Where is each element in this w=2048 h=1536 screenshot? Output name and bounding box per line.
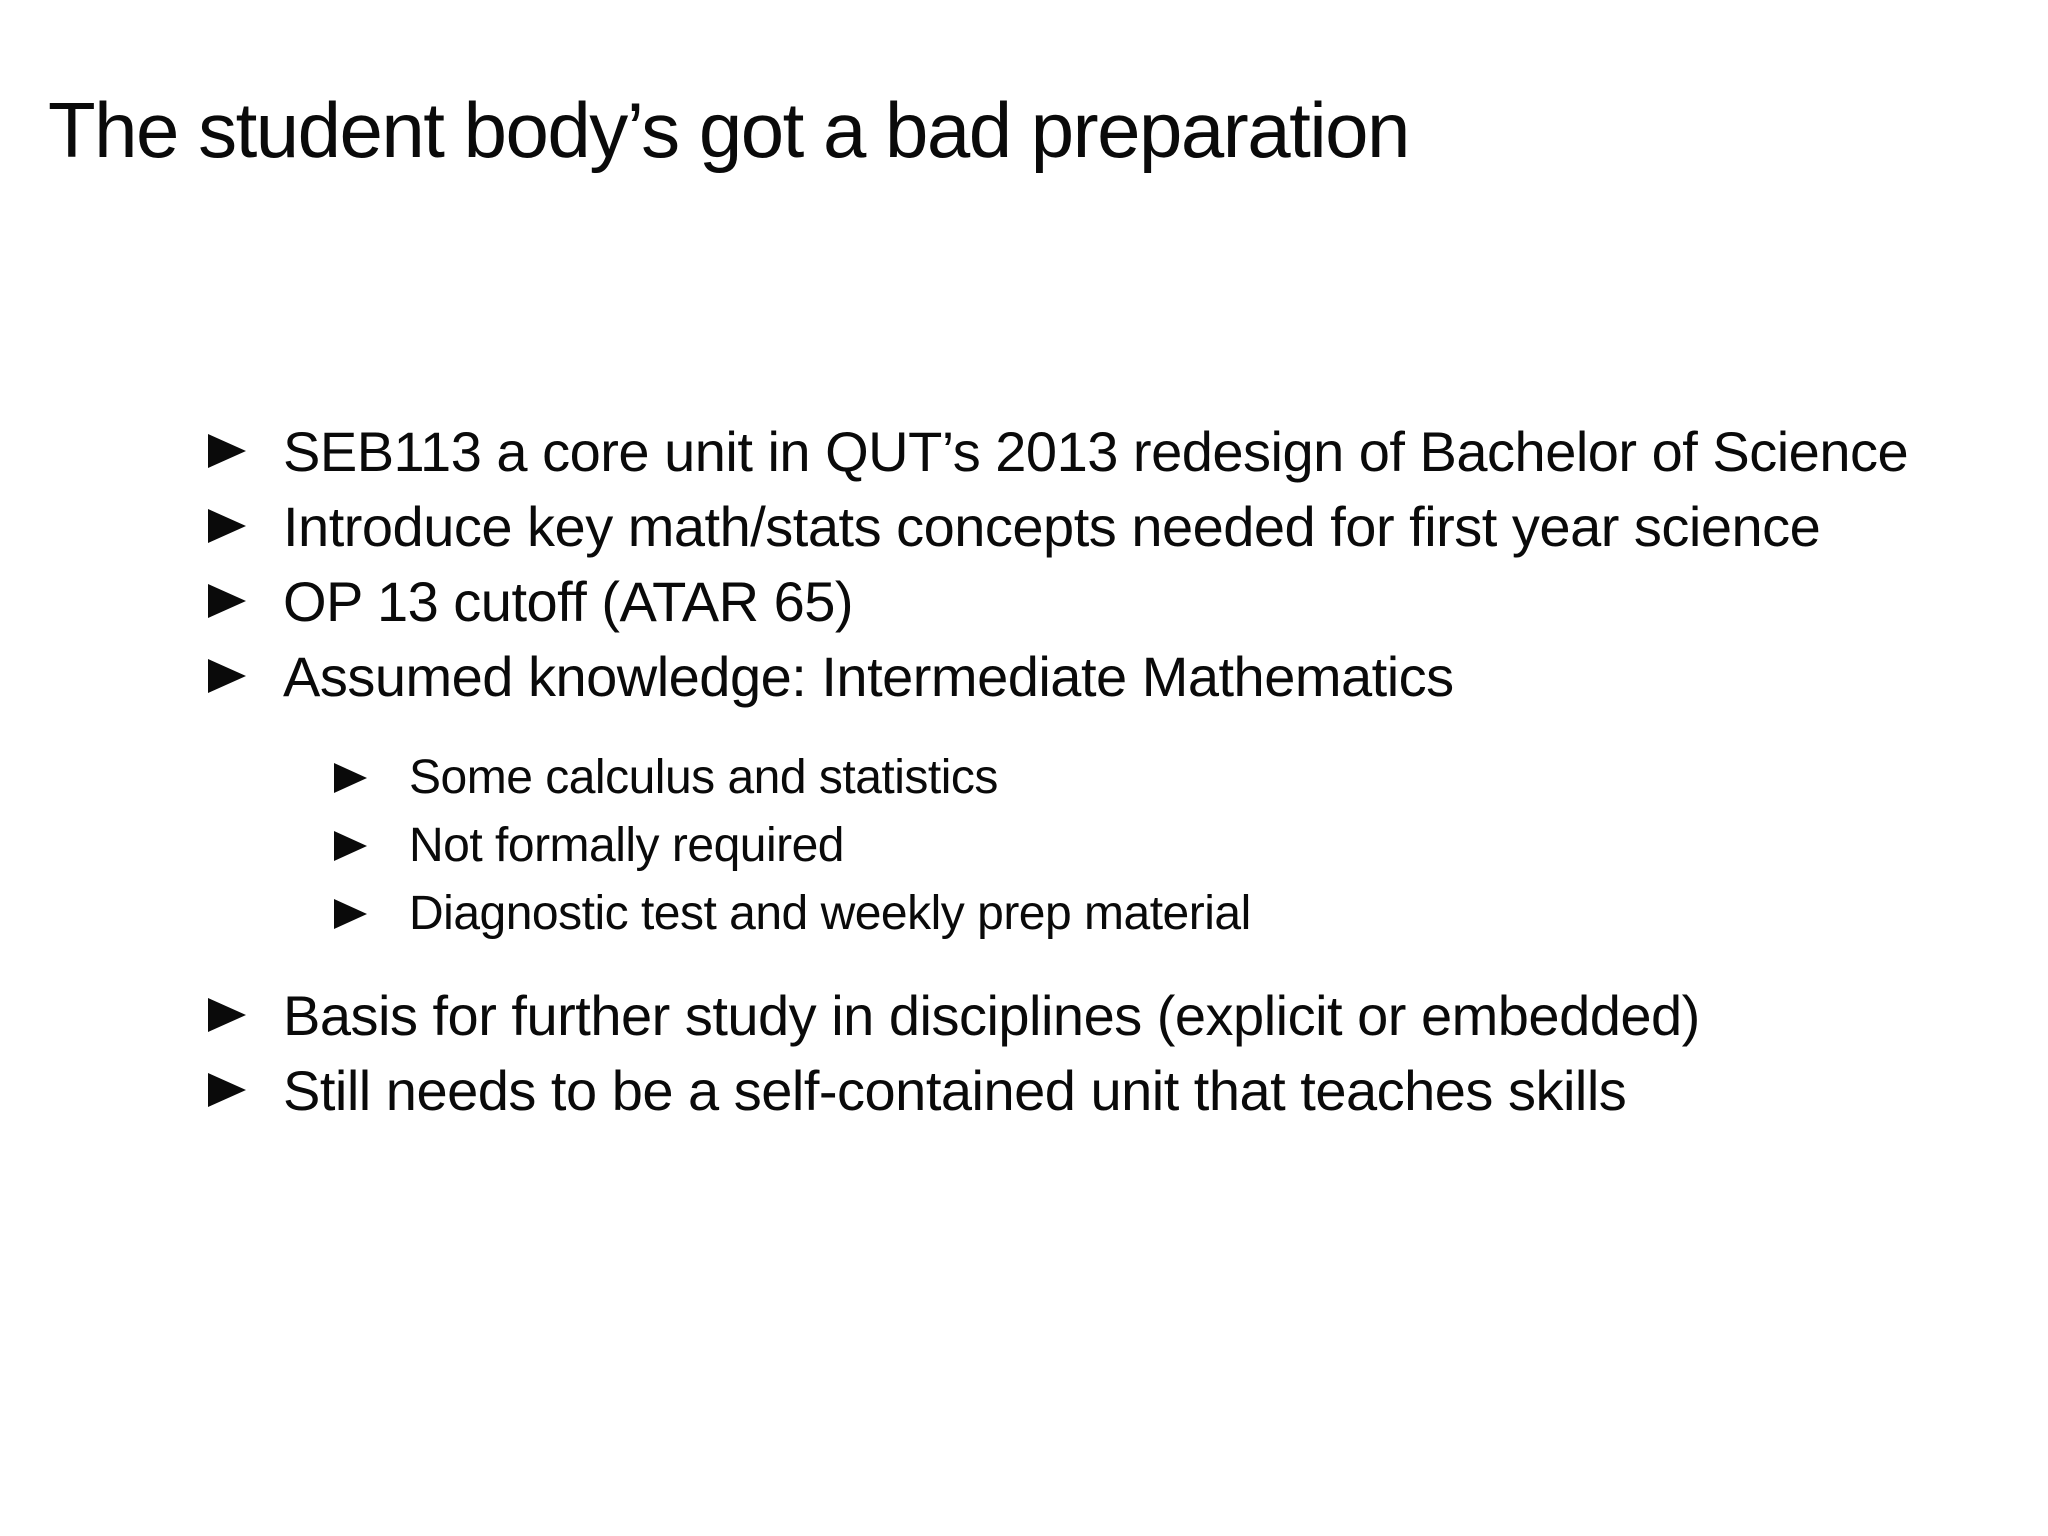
triangle-bullet-icon bbox=[208, 998, 246, 1032]
triangle-bullet-icon bbox=[334, 763, 367, 793]
bullet-item bbox=[208, 489, 2008, 564]
bullet-text: Introduce key math/stats concepts needed for first year science bbox=[283, 495, 1821, 558]
triangle-bullet-icon bbox=[208, 584, 246, 618]
triangle-bullet-icon bbox=[208, 659, 246, 693]
bullet-text: Still needs to be a self-contained unit that teaches skills bbox=[283, 1059, 1627, 1122]
bullet-text: Assumed knowledge: Intermediate Mathematics bbox=[283, 645, 1454, 708]
bullet-item bbox=[208, 978, 2008, 1053]
sub-bullet-item bbox=[334, 880, 2008, 948]
sub-bullet-text: Not formally required bbox=[409, 819, 844, 872]
sub-bullet-item bbox=[334, 812, 2008, 880]
triangle-bullet-icon bbox=[334, 899, 367, 929]
bullet-text: SEB113 a core unit in QUT’s 2013 redesign of Bachelor of Science bbox=[283, 420, 1909, 483]
triangle-bullet-icon bbox=[208, 1073, 246, 1107]
sub-bullet-item bbox=[334, 744, 2008, 812]
bullet-item bbox=[208, 639, 2008, 714]
triangle-bullet-icon bbox=[208, 509, 246, 543]
sub-bullet-group bbox=[334, 744, 2008, 948]
slide-title: The student body’s got a bad preparation bbox=[48, 86, 1409, 175]
bullet-text: Basis for further study in disciplines (explicit or embedded) bbox=[283, 984, 1700, 1047]
bullet-item bbox=[208, 1053, 2008, 1128]
bullet-item bbox=[208, 564, 2008, 639]
bullet-text: OP 13 cutoff (ATAR 65) bbox=[283, 570, 853, 633]
bullet-item bbox=[208, 414, 2008, 489]
bullet-list bbox=[208, 414, 2008, 1128]
triangle-bullet-icon bbox=[334, 831, 367, 861]
sub-bullet-text: Some calculus and statistics bbox=[409, 751, 998, 804]
sub-bullet-text: Diagnostic test and weekly prep material bbox=[409, 887, 1251, 940]
triangle-bullet-icon bbox=[208, 434, 246, 468]
